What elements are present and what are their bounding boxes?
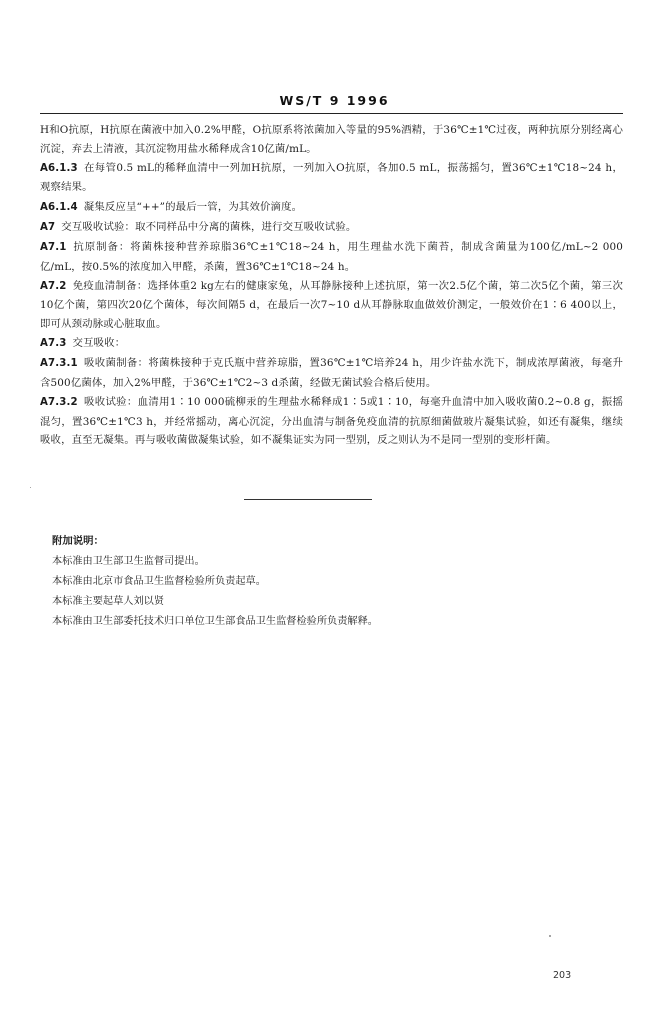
paragraph-a6-1-3 [40, 159, 623, 197]
header-rule [40, 113, 623, 114]
section-number: A7.3.1 [40, 358, 78, 370]
notes-line: 本标准由北京市食品卫生监督检验所负责起草。 [52, 575, 266, 587]
paragraph-text: 凝集反应呈“++”的最后一管，为其效价滴度。 [83, 200, 303, 213]
paragraph-continuation [40, 121, 623, 158]
paragraph-text: 交互吸收试验：取不同样品中分离的菌株，进行交互吸收试验。 [61, 220, 357, 233]
scan-speck [30, 487, 31, 488]
paragraph-text: H和O抗原，H抗原在菌液中加入0.2%甲醛，O抗原系将浓菌加入等量的95%酒精，于36℃±1℃过夜，两种抗原分别经离心沉淀，弃去上清液，其沉淀物用盐水稀释成含10亿菌/mL。 [40, 124, 623, 155]
notes-heading: 附加说明： [52, 535, 104, 547]
notes-line: 本标准由卫生部委托技术归口单位卫生部食品卫生监督检验所负责解释。 [52, 615, 378, 627]
end-of-text-rule [244, 499, 372, 500]
paragraph-a7-3-2 [40, 393, 623, 450]
section-number: A6.1.3 [40, 162, 78, 174]
paragraph-a7 [40, 218, 623, 238]
paragraph-text: 在每管0.5 mL的稀释血清中一列加H抗原，一列加入O抗原，各加0.5 mL，振荡摇匀，置36℃±1℃18~24 h，观察结果。 [40, 161, 623, 194]
additional-notes [52, 532, 612, 632]
page-number: 203 [553, 970, 572, 981]
paragraph-a7-2 [40, 277, 623, 334]
body-content [40, 121, 623, 450]
section-number: A7.1 [40, 241, 67, 253]
section-number: A7 [40, 221, 56, 233]
paragraph-text: 吸收试验：血清用1∶10 000硫柳汞的生理盐水稀释成1∶5或1∶10，每毫升血清中加入吸收菌0.2~0.8 g，振摇混匀，置36℃±1℃3 h，并经常摇动，离心沉淀，分出血清与制备免疫血清的抗原细菌做玻片凝集试验，如还有凝集，继续吸收，直至无凝集。再与吸收菌做凝集试验，如不凝集证实为同一型别，反之则认为不是同一型别的变形杆菌。 [40, 396, 623, 447]
paragraph-a7-3-1 [40, 354, 623, 392]
paragraph-text: 免疫血清制备：选择体重2 kg左右的健康家兔，从耳静脉接种上述抗原，第一次2.5亿个菌，第二次5亿个菌，第三次10亿个菌，第四次20亿个菌体，每次间隔5 d，在最后一次7~10 d从耳静脉取血做效价测定，一般效价在1∶6 400以上，即可从颈动脉或心脏取血。 [40, 279, 623, 330]
section-number: A7.3 [40, 338, 67, 350]
paragraph-a7-3 [40, 334, 623, 354]
standard-code-header: WS/T 9 1996 [279, 93, 390, 108]
paragraph-text: 抗原制备：将菌株接种营养琼脂36℃±1℃18~24 h，用生理盐水洗下菌苔，制成含菌量为100亿/mL~2 000亿/mL，按0.5%的浓度加入甲醛，杀菌，置36℃±1℃18~24 h。 [40, 240, 623, 273]
paragraph-text: 交互吸收： [72, 337, 126, 350]
notes-line: 本标准由卫生部卫生监督司提出。 [52, 555, 205, 567]
paragraph-a7-1 [40, 238, 623, 276]
paragraph-text: 吸收菌制备：将菌株接种于克氏瓶中营养琼脂，置36℃±1℃培养24 h，用少许盐水洗下，制成浓厚菌液，每毫升含500亿菌体，加入2%甲醛，于36℃±1℃2~3 d杀菌，经做无菌试验合格后使用。 [40, 357, 623, 389]
scan-speck [549, 935, 551, 937]
paragraph-a6-1-4 [40, 198, 623, 218]
section-number: A7.2 [40, 280, 67, 292]
notes-line: 本标准主要起草人刘以贤 [52, 595, 165, 607]
section-number: A6.1.4 [40, 201, 78, 213]
section-number: A7.3.2 [40, 397, 78, 409]
